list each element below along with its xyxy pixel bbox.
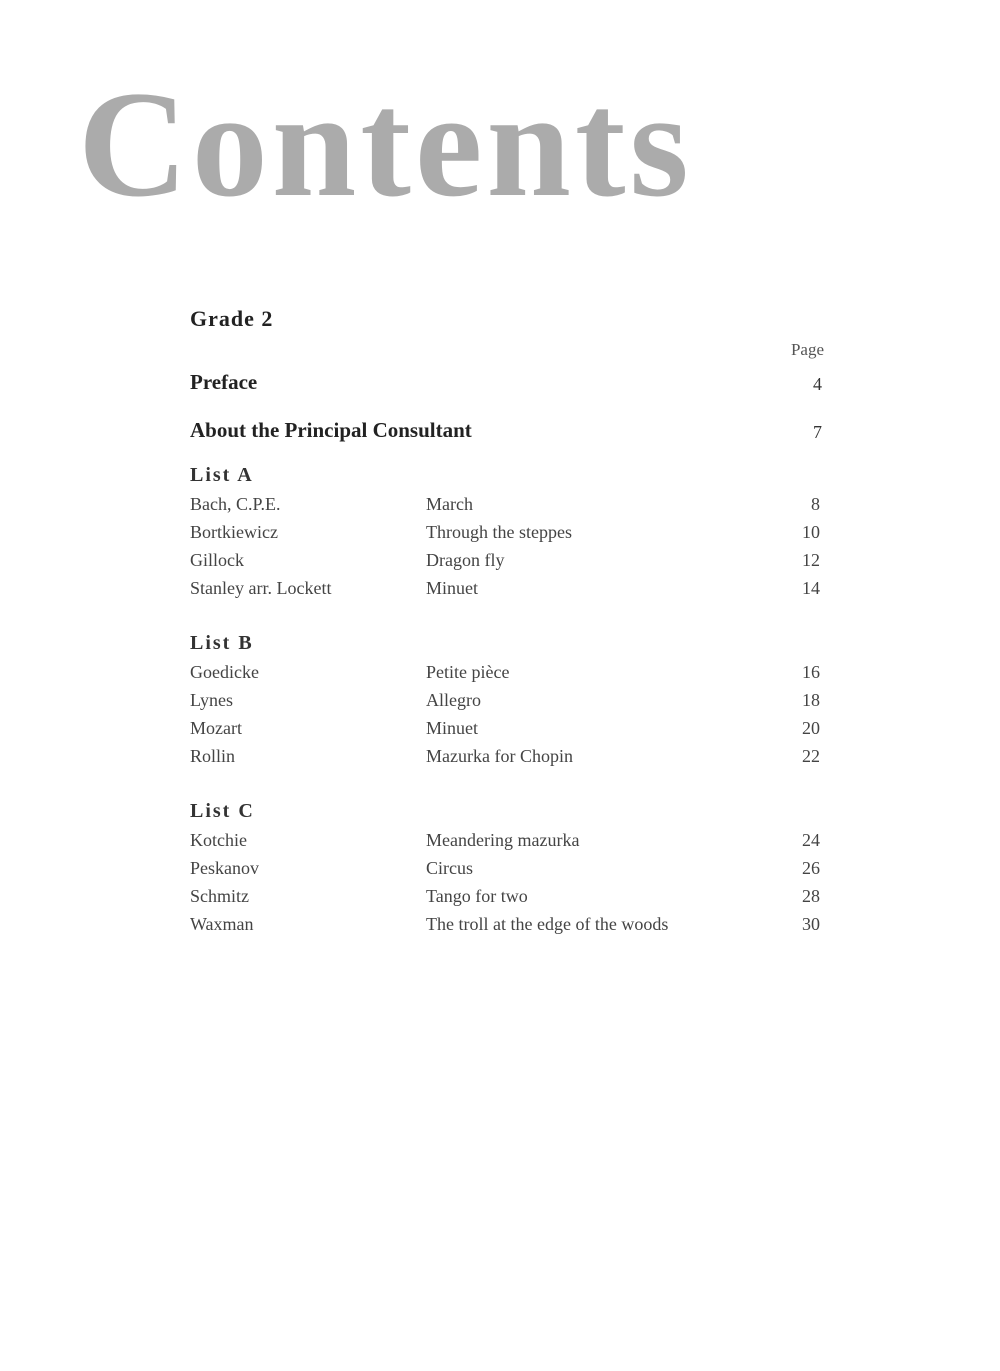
- composer-name: Gillock: [190, 550, 244, 570]
- page-number: 28: [802, 886, 820, 906]
- page-number: 8: [811, 494, 820, 514]
- piece-title: Dragon fly: [426, 550, 505, 570]
- composer-name: Peskanov: [190, 858, 259, 878]
- page-column-label: Page: [790, 340, 824, 359]
- page-number: 30: [802, 914, 820, 934]
- toc-row[interactable]: [0, 858, 1000, 886]
- toc-row[interactable]: [0, 886, 1000, 914]
- page-number: 20: [802, 718, 820, 738]
- piece-title: The troll at the edge of the woods: [426, 914, 669, 934]
- toc-row[interactable]: [0, 830, 1000, 858]
- toc-row[interactable]: [0, 494, 1000, 522]
- piece-title: Minuet: [426, 578, 478, 598]
- list-c-heading: List C: [190, 800, 255, 822]
- composer-name: Mozart: [190, 718, 242, 738]
- list-a-heading: List A: [190, 464, 254, 486]
- piece-title: Petite pièce: [426, 662, 510, 682]
- piece-title: Allegro: [426, 690, 481, 710]
- page-number: 14: [802, 578, 820, 598]
- piece-title: Circus: [426, 858, 473, 878]
- page-number: 10: [802, 522, 820, 542]
- grade-heading: Grade 2: [190, 306, 274, 331]
- composer-name: Bach, C.P.E.: [190, 494, 281, 514]
- list-b-heading: List B: [190, 632, 254, 654]
- piece-title: Through the steppes: [426, 522, 572, 542]
- composer-name: Bortkiewicz: [190, 522, 278, 542]
- page-number: 26: [802, 858, 820, 878]
- toc-entry-consultant[interactable]: About the Principal Consultant: [190, 418, 472, 442]
- page-number: 22: [802, 746, 820, 766]
- page-number: 16: [802, 662, 820, 682]
- composer-name: Kotchie: [190, 830, 247, 850]
- toc-page-consultant: 7: [813, 422, 822, 442]
- piece-title: March: [426, 494, 473, 514]
- piece-title: Meandering mazurka: [426, 830, 580, 850]
- page-number: 24: [802, 830, 820, 850]
- page-number: 12: [802, 550, 820, 570]
- toc-row[interactable]: [0, 550, 1000, 578]
- composer-name: Lynes: [190, 690, 233, 710]
- piece-title: Tango for two: [426, 886, 528, 906]
- toc-row[interactable]: [0, 690, 1000, 718]
- toc-entry-preface[interactable]: Preface: [190, 370, 258, 394]
- composer-name: Goedicke: [190, 662, 259, 682]
- toc-row[interactable]: [0, 914, 1000, 942]
- page-number: 18: [802, 690, 820, 710]
- piece-title: Minuet: [426, 718, 478, 738]
- composer-name: Stanley arr. Lockett: [190, 578, 332, 598]
- toc-row[interactable]: [0, 718, 1000, 746]
- piece-title: Mazurka for Chopin: [426, 746, 573, 766]
- page-title: Contents: [78, 60, 693, 228]
- toc-row[interactable]: [0, 522, 1000, 550]
- toc-row[interactable]: [0, 578, 1000, 606]
- toc-row[interactable]: [0, 746, 1000, 774]
- composer-name: Schmitz: [190, 886, 249, 906]
- composer-name: Rollin: [190, 746, 236, 766]
- toc-row[interactable]: [0, 662, 1000, 690]
- composer-name: Waxman: [190, 914, 254, 934]
- toc-page-preface: 4: [813, 374, 822, 394]
